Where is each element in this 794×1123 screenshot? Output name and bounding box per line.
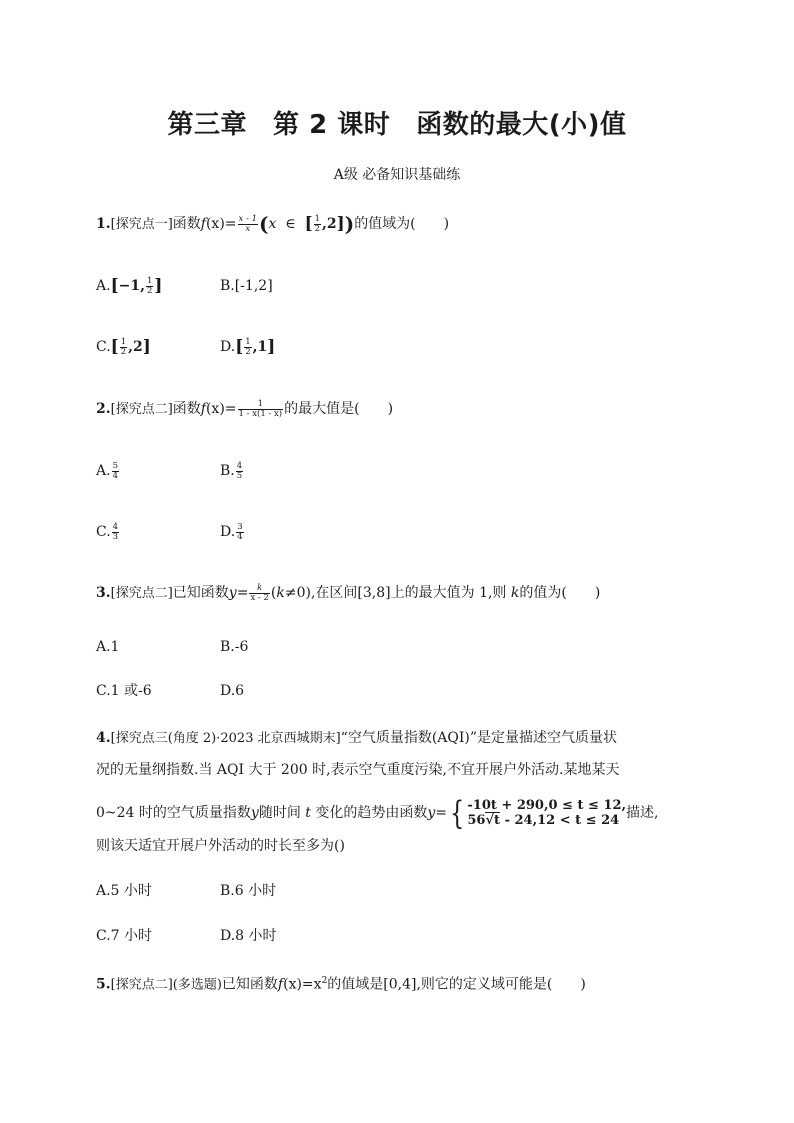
option-3b: B.-6 [220, 639, 249, 655]
question-4-line-3: 0~24 时的空气质量指数y随时间 t 变化的趋势由函数y={ -10t + 290,0 ≤ t ≤ 12, 56√t - 24,12 < t ≤ 24 描述, [96, 794, 659, 832]
question-3: 3.[探究点二]已知函数y= $\frac{k}{x - 2}$ (k≠0),在区间[3,8]上的最大值为 1,则 k的值为( ) [96, 582, 601, 603]
question-1: 1.[探究点一]函数f(x)= $\frac{x - 1}{x}$ (x ∈ [ $\frac{1}{2}$ ,2])的值域为( ) [96, 212, 450, 236]
lesson-label: 第 2 课时 [273, 110, 391, 140]
option-1c: C.[ $\frac{1}{2}$ ,2] [96, 336, 151, 357]
fraction: $\frac{1}{2}$ [314, 213, 321, 234]
fraction: $\frac{1}{1 - x(1 - x)}$ [238, 398, 283, 419]
question-4-line-4: 则该天适宜开展户外活动的时长至多为() [96, 838, 345, 854]
question-2: 2.[探究点二]函数f(x)= $\frac{1}{1 - x(1 - x)}$ 的最大值是( ) [96, 398, 394, 419]
option-4b: B.6 小时 [220, 883, 277, 899]
option-4a: A.5 小时 [96, 883, 152, 899]
option-2c: C. $\frac{4}{3}$ [96, 521, 119, 542]
option-4d: D.8 小时 [220, 928, 277, 944]
option-2d: D. $\frac{3}{4}$ [220, 521, 243, 542]
topic-label: 函数的最大(小)值 [416, 110, 627, 140]
option-2a: A. $\frac{5}{4}$ [96, 460, 118, 481]
question-4-line-1: 4.[探究点三(角度 2)·2023 北京西城期末]“空气质量指数(AQI)”是定量描述空气质量状 [96, 730, 618, 746]
option-4c: C.7 小时 [96, 928, 153, 944]
option-1a: A.[−1, $\frac{1}{2}$ ] [96, 275, 163, 296]
fraction: $\frac{k}{x - 2}$ [250, 582, 269, 603]
option-1d: D.[ $\frac{1}{2}$ ,1] [220, 336, 276, 357]
fraction: $\frac{x - 1}{x}$ [238, 213, 258, 234]
page-title [0, 104, 794, 141]
option-1b: B.[-1,2] [220, 278, 273, 294]
option-2b: B. $\frac{4}{5}$ [220, 460, 243, 481]
option-3a: A.1 [96, 639, 120, 655]
question-5: 5.[探究点二](多选题)已知函数$f(x)=x^2$的值域是[0,4],则它的定义域可能是( ) [96, 976, 586, 993]
piecewise-function: { -10t + 290,0 ≤ t ≤ 12, 56√t - 24,12 < t ≤ 24 [450, 794, 627, 832]
option-3d: D.6 [220, 683, 245, 699]
chapter-label: 第三章 [167, 110, 248, 140]
option-3c: C.1 或-6 [96, 683, 152, 699]
question-4-line-2: 况的无量纲指数.当 AQI 大于 200 时,表示空气重度污染,不宜开展户外活动.某地某天 [96, 762, 620, 778]
level-subtitle: A级 必备知识基础练 [333, 167, 461, 183]
